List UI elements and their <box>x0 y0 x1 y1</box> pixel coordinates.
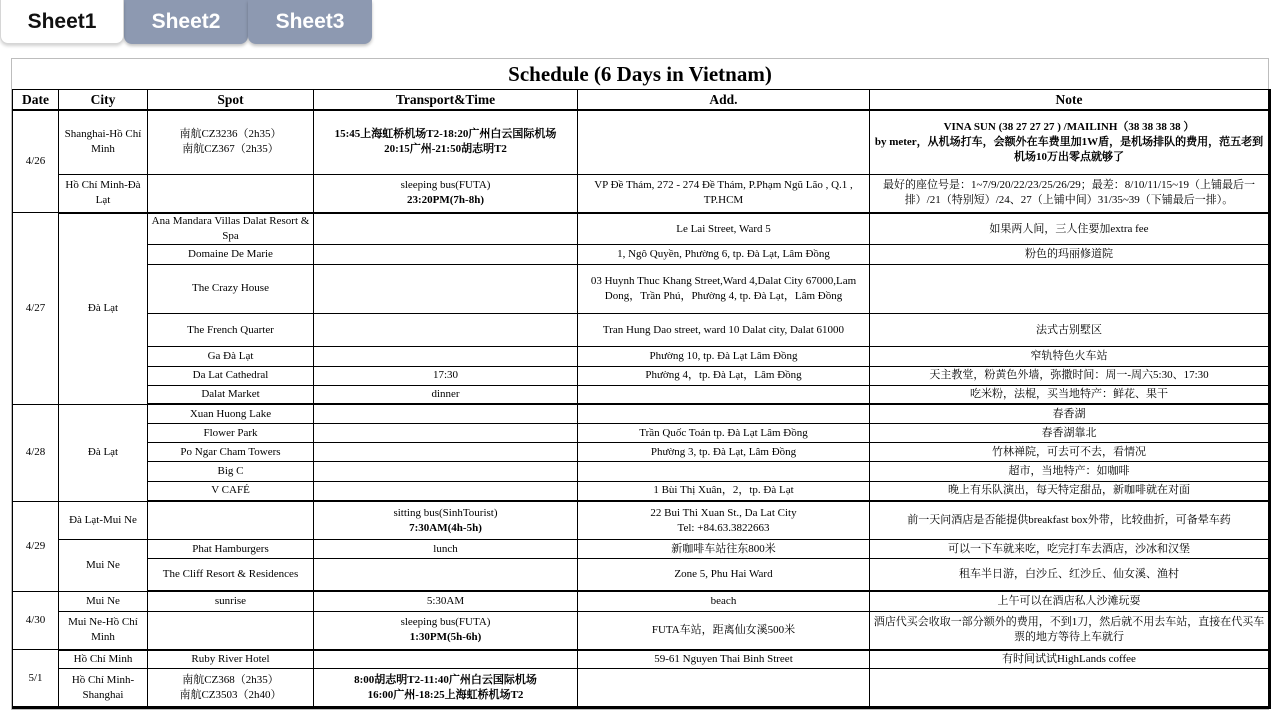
city-cell[interactable]: Hồ Chí Minh-Shanghai <box>59 669 148 708</box>
table-row <box>13 591 1270 611</box>
transport-cell[interactable] <box>314 443 578 462</box>
transport-cell[interactable] <box>314 481 578 501</box>
spot-cell[interactable]: Dalat Market <box>148 385 314 404</box>
address-cell[interactable]: 1, Ngô Quyền, Phường 6, tp. Đà Lạt, Lâm Đồng <box>578 245 870 264</box>
address-cell[interactable]: 1 Bùi Thị Xuân，2，tp. Đà Lạt <box>578 481 870 501</box>
city-cell[interactable]: Đà Lạt <box>59 213 148 405</box>
spot-cell[interactable]: sunrise <box>148 591 314 611</box>
transport-cell[interactable] <box>314 611 578 649</box>
city-cell[interactable]: Shanghai-Hồ Chí Minh <box>59 110 148 175</box>
address-cell[interactable]: Tran Hung Dao street, ward 10 Dalat city, Dalat 61000 <box>578 314 870 347</box>
spreadsheet <box>11 58 1269 710</box>
transport-cell[interactable]: dinner <box>314 385 578 404</box>
date-cell[interactable]: 4/29 <box>13 501 59 591</box>
spot-cell[interactable]: Po Ngar Cham Towers <box>148 443 314 462</box>
transport-cell[interactable] <box>314 559 578 591</box>
note-cell[interactable]: 超市，当地特产：如咖啡 <box>870 462 1270 481</box>
spot-cell[interactable] <box>148 611 314 649</box>
spot-cell[interactable]: The French Quarter <box>148 314 314 347</box>
date-cell[interactable]: 4/28 <box>13 404 59 501</box>
spot-cell[interactable]: Big C <box>148 462 314 481</box>
transport-cell[interactable]: 5:30AM <box>314 591 578 611</box>
table-row <box>13 424 1270 443</box>
date-cell[interactable]: 4/30 <box>13 591 59 650</box>
transport-cell[interactable]: 17:30 <box>314 366 578 385</box>
spot-cell[interactable]: Phat Hamburgers <box>148 540 314 559</box>
transport-cell[interactable] <box>314 264 578 313</box>
address-line: Tel: +84.63.3822663 <box>677 521 770 534</box>
header-transport: Transport&Time <box>314 90 578 110</box>
table-row <box>13 347 1270 366</box>
address-cell[interactable] <box>578 385 870 404</box>
table-row <box>13 264 1270 313</box>
spot-cell[interactable]: V CAFÉ <box>148 481 314 501</box>
header-date: Date <box>13 90 59 110</box>
transport-cell[interactable] <box>314 669 578 708</box>
spot-cell[interactable]: Domaine De Marie <box>148 245 314 264</box>
address-cell[interactable]: Zone 5, Phu Hai Ward <box>578 559 870 591</box>
transport-cell[interactable] <box>314 174 578 212</box>
spot-cell[interactable] <box>148 669 314 708</box>
sheet-title: Schedule (6 Days in Vietnam) <box>508 62 772 86</box>
table-row <box>13 669 1270 708</box>
table-row <box>13 540 1270 559</box>
table-row <box>13 110 1270 175</box>
table-row <box>13 443 1270 462</box>
header-row <box>13 90 1270 110</box>
spot-cell[interactable]: Ruby River Hotel <box>148 650 314 669</box>
table-row <box>13 404 1270 423</box>
spot-cell[interactable]: Da Lat Cathedral <box>148 366 314 385</box>
note-line: by meter，从机场打车，会额外在车费里加1W盾，是机场排队的费用，范五老到机场10万出零点就够了 <box>874 135 1264 163</box>
note-cell[interactable]: 春香湖靠北 <box>870 424 1270 443</box>
header-spot: Spot <box>148 90 314 110</box>
transport-line: 1:30PM(5h-6h) <box>409 631 482 644</box>
note-cell[interactable]: 前一天问酒店是否能提供breakfast box外带，比较曲折，可备晕车药 <box>870 501 1270 539</box>
spot-line: 南航CZ368（2h35） <box>182 673 279 686</box>
address-line: 22 Bui Thi Xuan St., Da Lat City <box>650 506 797 519</box>
transport-line: 8:00胡志明T2-11:40广州白云国际机场 <box>354 673 537 686</box>
address-cell[interactable] <box>578 462 870 481</box>
transport-cell[interactable] <box>314 424 578 443</box>
address-cell[interactable] <box>578 501 870 539</box>
spot-cell[interactable]: The Cliff Resort & Residences <box>148 559 314 591</box>
transport-line: sitting bus(SinhTourist) <box>393 506 498 519</box>
note-cell[interactable]: 租车半日游，白沙丘、红沙丘、仙女溪、渔村 <box>870 559 1270 591</box>
date-cell[interactable]: 5/1 <box>13 650 59 708</box>
address-cell[interactable]: FUTA车站，距离仙女溪500米 <box>578 611 870 649</box>
note-cell[interactable]: 上午可以在酒店私人沙滩玩耍 <box>870 591 1270 611</box>
table-row <box>13 213 1270 245</box>
tab-sheet3[interactable]: Sheet3 <box>248 0 372 44</box>
city-cell[interactable]: Đà Lạt-Mui Ne <box>59 501 148 539</box>
tab-sheet1[interactable]: Sheet1 <box>0 0 124 44</box>
note-cell[interactable] <box>870 669 1270 708</box>
table-row <box>13 650 1270 669</box>
spot-line: 南航CZ3503（2h40） <box>179 688 282 701</box>
table-row <box>13 245 1270 264</box>
date-cell[interactable]: 4/27 <box>13 213 59 405</box>
transport-line: 20:15广州-21:50胡志明T2 <box>384 143 507 156</box>
date-cell[interactable]: 4/26 <box>13 110 59 213</box>
transport-cell[interactable]: lunch <box>314 540 578 559</box>
note-cell[interactable]: 竹林禅院，可去可不去，看情况 <box>870 443 1270 462</box>
transport-line: sleeping bus(FUTA) <box>400 616 491 629</box>
address-cell[interactable]: 59-61 Nguyen Thai Binh Street <box>578 650 870 669</box>
address-cell[interactable] <box>578 110 870 175</box>
spot-cell[interactable]: Ga Đà Lạt <box>148 347 314 366</box>
tab-sheet2[interactable]: Sheet2 <box>124 0 248 44</box>
transport-cell[interactable] <box>314 347 578 366</box>
transport-cell[interactable] <box>314 213 578 245</box>
note-cell[interactable]: 如果两人间，三人住要加extra fee <box>870 213 1270 245</box>
city-cell[interactable]: Hồ Chí Minh <box>59 650 148 669</box>
note-cell[interactable]: 最好的座位号是：1~7/9/20/22/23/25/26/29；最差：8/10/11/15~19（上铺最后一排）/21（特别短）/24、27（上铺中间）31/35~39（下铺最后一排）。 <box>870 174 1270 212</box>
transport-cell[interactable] <box>314 501 578 539</box>
transport-line: 15:45上海虹桥机场T2-18:20广州白云国际机场 <box>334 128 557 141</box>
header-city: City <box>59 90 148 110</box>
address-cell[interactable]: Le Lai Street, Ward 5 <box>578 213 870 245</box>
address-cell[interactable] <box>578 404 870 423</box>
header-address: Add. <box>578 90 870 110</box>
address-cell[interactable]: Phường 3, tp. Đà Lạt, Lâm Đồng <box>578 443 870 462</box>
transport-line: sleeping bus(FUTA) <box>400 179 491 192</box>
table-row <box>13 559 1270 591</box>
transport-cell[interactable] <box>314 650 578 669</box>
spot-cell[interactable]: Ana Mandara Villas Dalat Resort & Spa <box>148 213 314 245</box>
address-cell[interactable]: 03 Huynh Thuc Khang Street,Ward 4,Dalat City 67000,Lam Dong，Trần Phú，Phường 4, tp. Đà Lạt，Lâm Đồng <box>578 264 870 313</box>
sheet-tabs <box>0 0 400 46</box>
address-cell[interactable]: 新咖啡车站往东800米 <box>578 540 870 559</box>
note-cell[interactable] <box>870 110 1270 175</box>
note-cell[interactable] <box>870 264 1270 313</box>
transport-cell[interactable] <box>314 462 578 481</box>
transport-cell[interactable] <box>314 404 578 423</box>
note-cell[interactable]: 酒店代买会收取一部分额外的费用，不到1刀，然后就不用去车站，直接在代买车票的地方等待上车就行 <box>870 611 1270 649</box>
table-row <box>13 385 1270 404</box>
transport-cell[interactable] <box>314 110 578 175</box>
spot-cell[interactable] <box>148 174 314 212</box>
note-cell[interactable]: 春香湖 <box>870 404 1270 423</box>
address-cell[interactable]: VP Đề Thám, 272 - 274 Đề Thám, P.Phạm Ngũ Lão , Q.1 , TP.HCM <box>578 174 870 212</box>
city-cell[interactable]: Mui Ne <box>59 540 148 591</box>
address-cell[interactable] <box>578 669 870 708</box>
spot-line: 南航CZ367（2h35） <box>182 143 279 156</box>
note-cell[interactable]: 晚上有乐队演出，每天特定甜品，新咖啡就在对面 <box>870 481 1270 501</box>
table-row <box>13 174 1270 212</box>
address-cell[interactable]: Phường 10, tp. Đà Lạt Lâm Đồng <box>578 347 870 366</box>
transport-line: 23:20PM(7h-8h) <box>407 194 484 207</box>
city-cell[interactable]: Hồ Chí Minh-Đà Lạt <box>59 174 148 212</box>
table-row <box>13 611 1270 649</box>
spot-cell[interactable]: Xuan Huong Lake <box>148 404 314 423</box>
note-cell[interactable]: 有时间试试HighLands coffee <box>870 650 1270 669</box>
spot-cell[interactable]: Flower Park <box>148 424 314 443</box>
address-cell[interactable]: beach <box>578 591 870 611</box>
note-cell[interactable]: 窄轨特色火车站 <box>870 347 1270 366</box>
city-cell[interactable]: Mui Ne <box>59 591 148 611</box>
transport-cell[interactable] <box>314 245 578 264</box>
note-cell[interactable]: 粉色的玛丽修道院 <box>870 245 1270 264</box>
table-row <box>13 314 1270 347</box>
table-row <box>13 481 1270 501</box>
city-cell[interactable]: Mui Ne-Hồ Chí Minh <box>59 611 148 649</box>
schedule-table <box>12 89 1271 709</box>
transport-line: 7:30AM(4h-5h) <box>409 521 482 534</box>
table-row <box>13 501 1270 539</box>
note-cell[interactable]: 吃米粉，法棍，买当地特产：鲜花、果干 <box>870 385 1270 404</box>
spot-line: 南航CZ3236（2h35） <box>179 128 282 141</box>
spot-cell[interactable]: The Crazy House <box>148 264 314 313</box>
note-line: VINA SUN (38 27 27 27 ) /MAILINH（38 38 38 38 ） <box>943 120 1195 133</box>
note-cell[interactable]: 天主教堂，粉黄色外墙，弥撒时间：周一-周六5:30、17:30 <box>870 366 1270 385</box>
address-cell[interactable]: Phường 4，tp. Đà Lạt，Lâm Đồng <box>578 366 870 385</box>
spot-cell[interactable] <box>148 501 314 539</box>
transport-line: 16:00广州-18:25上海虹桥机场T2 <box>367 688 524 701</box>
city-cell[interactable]: Đà Lạt <box>59 404 148 501</box>
table-row <box>13 366 1270 385</box>
table-row <box>13 462 1270 481</box>
spot-cell[interactable] <box>148 110 314 175</box>
note-cell[interactable]: 法式古别墅区 <box>870 314 1270 347</box>
note-cell[interactable]: 可以一下车就来吃，吃完打车去酒店，沙冰和汉堡 <box>870 540 1270 559</box>
header-note: Note <box>870 90 1270 110</box>
transport-cell[interactable] <box>314 314 578 347</box>
address-cell[interactable]: Trần Quốc Toản tp. Đà Lạt Lâm Đồng <box>578 424 870 443</box>
